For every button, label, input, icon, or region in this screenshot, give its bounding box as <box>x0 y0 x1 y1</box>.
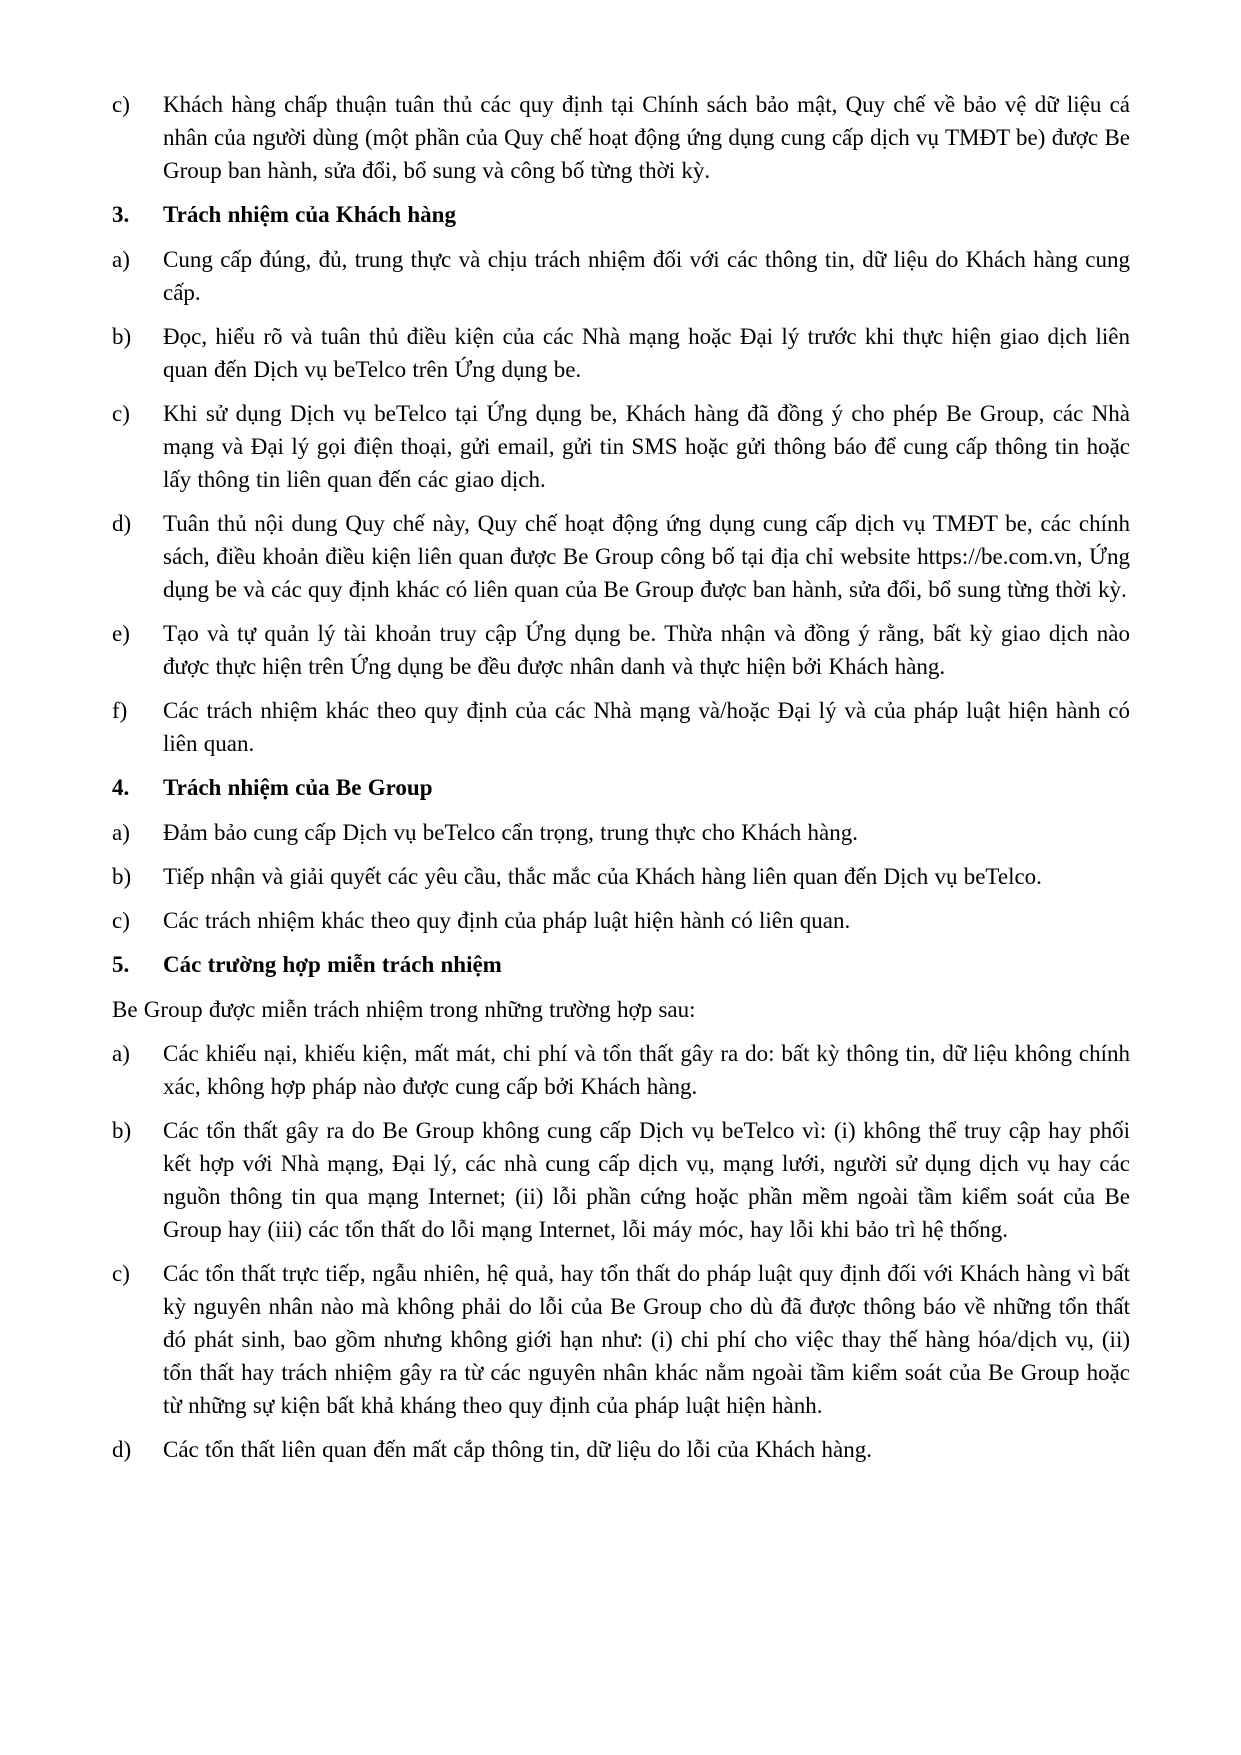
text-content: Các tổn thất trực tiếp, ngẫu nhiên, hệ quả, hay tổn thất do pháp luật quy định đối với Khách hàng vì bất kỳ nguyên nhân nào mà không phải do lỗi của Be Group cho dù đã được thông báo về những tổn thất đó phát sinh, bao gồm nhưng không giới hạn như: (i) chi phí cho việc thay thế hàng hóa/dịch vụ, (ii) tổn thất hay trách nhiệm gây ra từ các nguyên nhân khác nằm ngoài tầm kiểm soát của Be Group hoặc từ những sự kiện bất khả kháng theo quy định của pháp luật hiện hành. <box>163 1261 1130 1418</box>
section-title: Trách nhiệm của Be Group <box>163 775 433 800</box>
section-number: 5. <box>112 952 130 977</box>
text-content: Các trách nhiệm khác theo quy định của pháp luật hiện hành có liên quan. <box>163 908 851 933</box>
list-item <box>112 1114 1130 1246</box>
text-content: Các trách nhiệm khác theo quy định của các Nhà mạng và/hoặc Đại lý và của pháp luật hiện hành có liên quan. <box>163 698 1130 756</box>
list-item <box>112 904 1130 937</box>
paragraph <box>112 993 1130 1026</box>
text-content: Tiếp nhận và giải quyết các yêu cầu, thắc mắc của Khách hàng liên quan đến Dịch vụ beTelco. <box>163 864 1042 889</box>
text-content: Các tổn thất gây ra do Be Group không cung cấp Dịch vụ beTelco vì: (i) không thể truy cập hay phối kết hợp với Nhà mạng, Đại lý, các nhà cung cấp dịch vụ, mạng lưới, người sử dụng dịch vụ hay các nguồn thông tin qua mạng Internet; (ii) lỗi phần cứng hoặc phần mềm ngoài tầm kiểm soát của Be Group hay (iii) các tổn thất do lỗi mạng Internet, lỗi máy móc, hay lỗi khi bảo trì hệ thống. <box>163 1118 1130 1242</box>
text-content: Khi sử dụng Dịch vụ beTelco tại Ứng dụng be, Khách hàng đã đồng ý cho phép Be Group, các Nhà mạng và Đại lý gọi điện thoại, gửi email, gửi tin SMS hoặc gửi thông báo để cung cấp thông tin hoặc lấy thông tin liên quan đến các giao dịch. <box>163 401 1130 492</box>
section-heading <box>112 948 1130 981</box>
item-marker: a) <box>112 247 130 272</box>
item-marker: c) <box>112 1261 130 1286</box>
list-item <box>112 860 1130 893</box>
list-item <box>112 397 1130 496</box>
item-marker: d) <box>112 511 132 536</box>
section-heading <box>112 771 1130 804</box>
text-content: Tạo và tự quản lý tài khoản truy cập Ứng dụng be. Thừa nhận và đồng ý rằng, bất kỳ giao dịch nào được thực hiện trên Ứng dụng be đều được nhân danh và thực hiện bởi Khách hàng. <box>163 621 1130 679</box>
list-item <box>112 1433 1130 1466</box>
document-body <box>112 88 1130 1477</box>
item-marker: c) <box>112 908 130 933</box>
text-content: Cung cấp đúng, đủ, trung thực và chịu trách nhiệm đối với các thông tin, dữ liệu do Khách hàng cung cấp. <box>163 247 1130 305</box>
list-item <box>112 320 1130 386</box>
list-item <box>112 507 1130 606</box>
text-content: Be Group được miễn trách nhiệm trong những trường hợp sau: <box>112 997 696 1022</box>
list-item <box>112 694 1130 760</box>
item-marker: c) <box>112 92 130 117</box>
section-title: Các trường hợp miễn trách nhiệm <box>163 952 502 977</box>
section-heading <box>112 198 1130 231</box>
item-marker: e) <box>112 621 130 646</box>
item-marker: d) <box>112 1437 132 1462</box>
list-item <box>112 617 1130 683</box>
text-content: Các tổn thất liên quan đến mất cắp thông tin, dữ liệu do lỗi của Khách hàng. <box>163 1437 873 1462</box>
item-marker: f) <box>112 698 128 723</box>
list-item <box>112 88 1130 187</box>
list-item <box>112 1037 1130 1103</box>
list-item <box>112 1257 1130 1422</box>
list-item <box>112 816 1130 849</box>
list-item <box>112 243 1130 309</box>
text-content: Tuân thủ nội dung Quy chế này, Quy chế hoạt động ứng dụng cung cấp dịch vụ TMĐT be, các chính sách, điều khoản điều kiện liên quan được Be Group công bố tại địa chỉ website https://be.com.vn, Ứng dụng be và các quy định khác có liên quan của Be Group được ban hành, sửa đổi, bổ sung từng thời kỳ. <box>163 511 1130 602</box>
section-number: 3. <box>112 202 130 227</box>
section-number: 4. <box>112 775 130 800</box>
item-marker: b) <box>112 1118 132 1143</box>
item-marker: c) <box>112 401 130 426</box>
section-title: Trách nhiệm của Khách hàng <box>163 202 456 227</box>
text-content: Khách hàng chấp thuận tuân thủ các quy định tại Chính sách bảo mật, Quy chế về bảo vệ dữ liệu cá nhân của người dùng (một phần của Quy chế hoạt động ứng dụng cung cấp dịch vụ TMĐT be) được Be Group ban hành, sửa đổi, bổ sung và công bố từng thời kỳ. <box>163 92 1130 183</box>
item-marker: b) <box>112 864 132 889</box>
text-content: Đảm bảo cung cấp Dịch vụ beTelco cẩn trọng, trung thực cho Khách hàng. <box>163 820 858 845</box>
item-marker: a) <box>112 1041 130 1066</box>
text-content: Đọc, hiểu rõ và tuân thủ điều kiện của các Nhà mạng hoặc Đại lý trước khi thực hiện giao dịch liên quan đến Dịch vụ beTelco trên Ứng dụng be. <box>163 324 1130 382</box>
item-marker: b) <box>112 324 132 349</box>
text-content: Các khiếu nại, khiếu kiện, mất mát, chi phí và tổn thất gây ra do: bất kỳ thông tin, dữ liệu không chính xác, không hợp pháp nào được cung cấp bởi Khách hàng. <box>163 1041 1130 1099</box>
item-marker: a) <box>112 820 130 845</box>
